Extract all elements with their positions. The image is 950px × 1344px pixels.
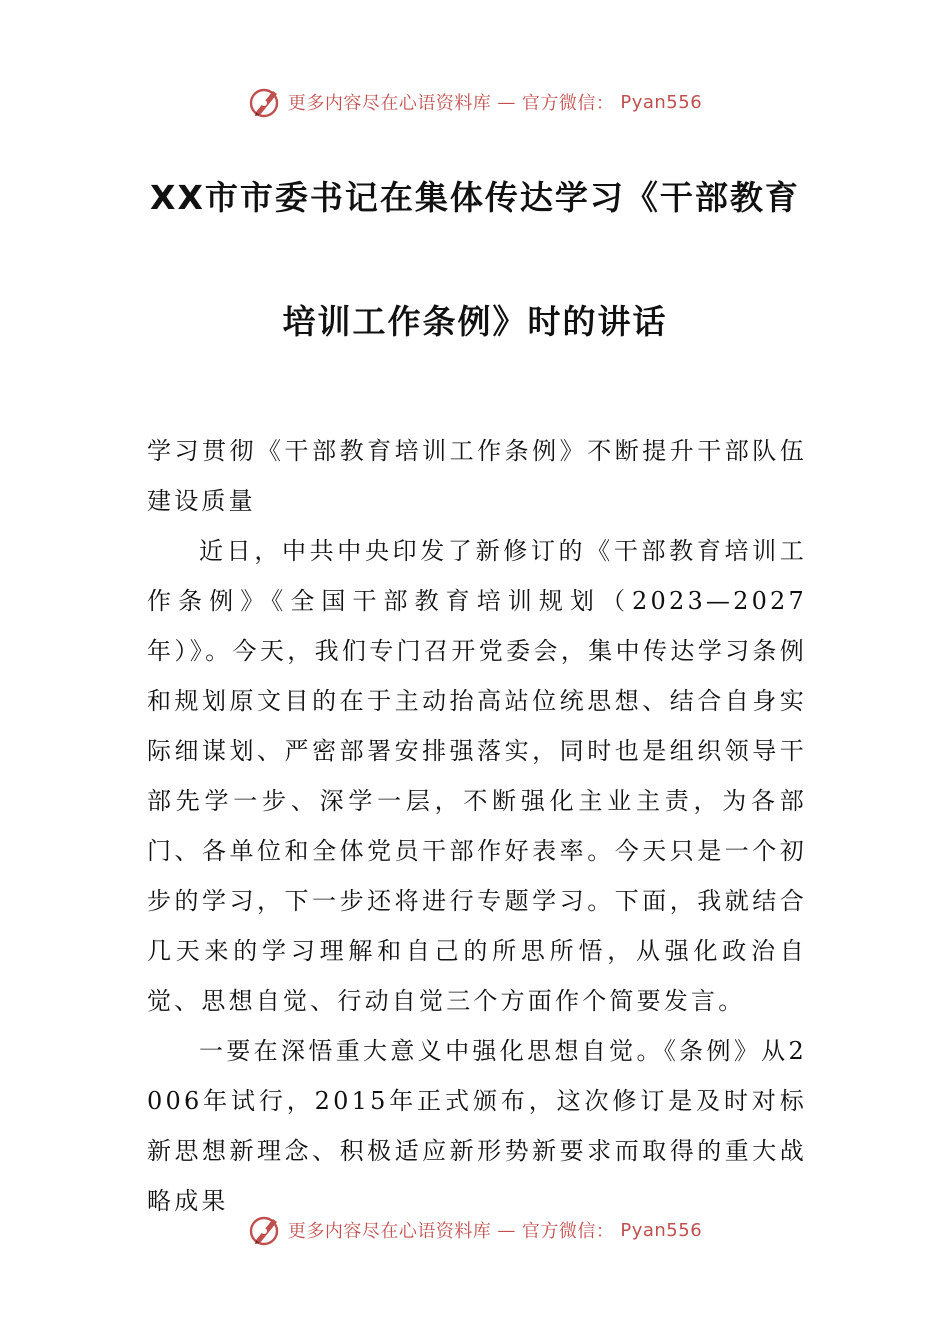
document-title-line-2: 培训工作条例》时的讲话 [282, 302, 668, 341]
document-title-line-1: XX市市委书记在集体传达学习《干部教育 [150, 178, 800, 217]
document-subtitle: 学习贯彻《干部教育培训工作条例》不断提升干部队伍建设质量 [147, 437, 807, 515]
watermark-wechat-label: 官方微信： [521, 93, 615, 114]
watermark-wechat-id: Pyan556 [620, 91, 703, 113]
document-body [147, 426, 807, 1226]
pen-circle-logo-icon [248, 1213, 282, 1247]
pen-circle-logo-icon [248, 85, 282, 119]
header-watermark [0, 82, 950, 122]
footer-watermark [0, 1210, 950, 1250]
watermark-text: 更多内容尽在心语资料库 [287, 93, 492, 114]
body-paragraph: 一要在深悟重大意义中强化思想自觉。《条例》从2006年试行，2015年正式颁布，这次修订是及时对标新思想新理念、积极适应新形势新要求而取得的重大战略成果 [147, 1037, 807, 1215]
body-paragraph: 近日，中共中央印发了新修订的《干部教育培训工作条例》《全国干部教育培训规划（2023—2027年）》。今天，我们专门召开党委会，集中传达学习条例和规划原文目的在于主动抬高站位统思想、结合自身实际细谋划、严密部署安排强落实，同时也是组织领导干部先学一步、深学一层，不断强化主业主责，为各部门、各单位和全体党员干部作好表率。今天只是一个初步的学习，下一步还将进行专题学习。下面，我就结合几天来的学习理解和自己的所思所悟，从强化政治自觉、思想自觉、行动自觉三个方面作个简要发言。 [147, 537, 807, 1015]
watermark-text: 更多内容尽在心语资料库 [287, 1221, 492, 1242]
watermark-wechat-id: Pyan556 [620, 1219, 703, 1241]
watermark-separator: — [497, 1219, 516, 1241]
watermark-separator: — [497, 91, 516, 113]
watermark-wechat-label: 官方微信： [521, 1221, 615, 1242]
